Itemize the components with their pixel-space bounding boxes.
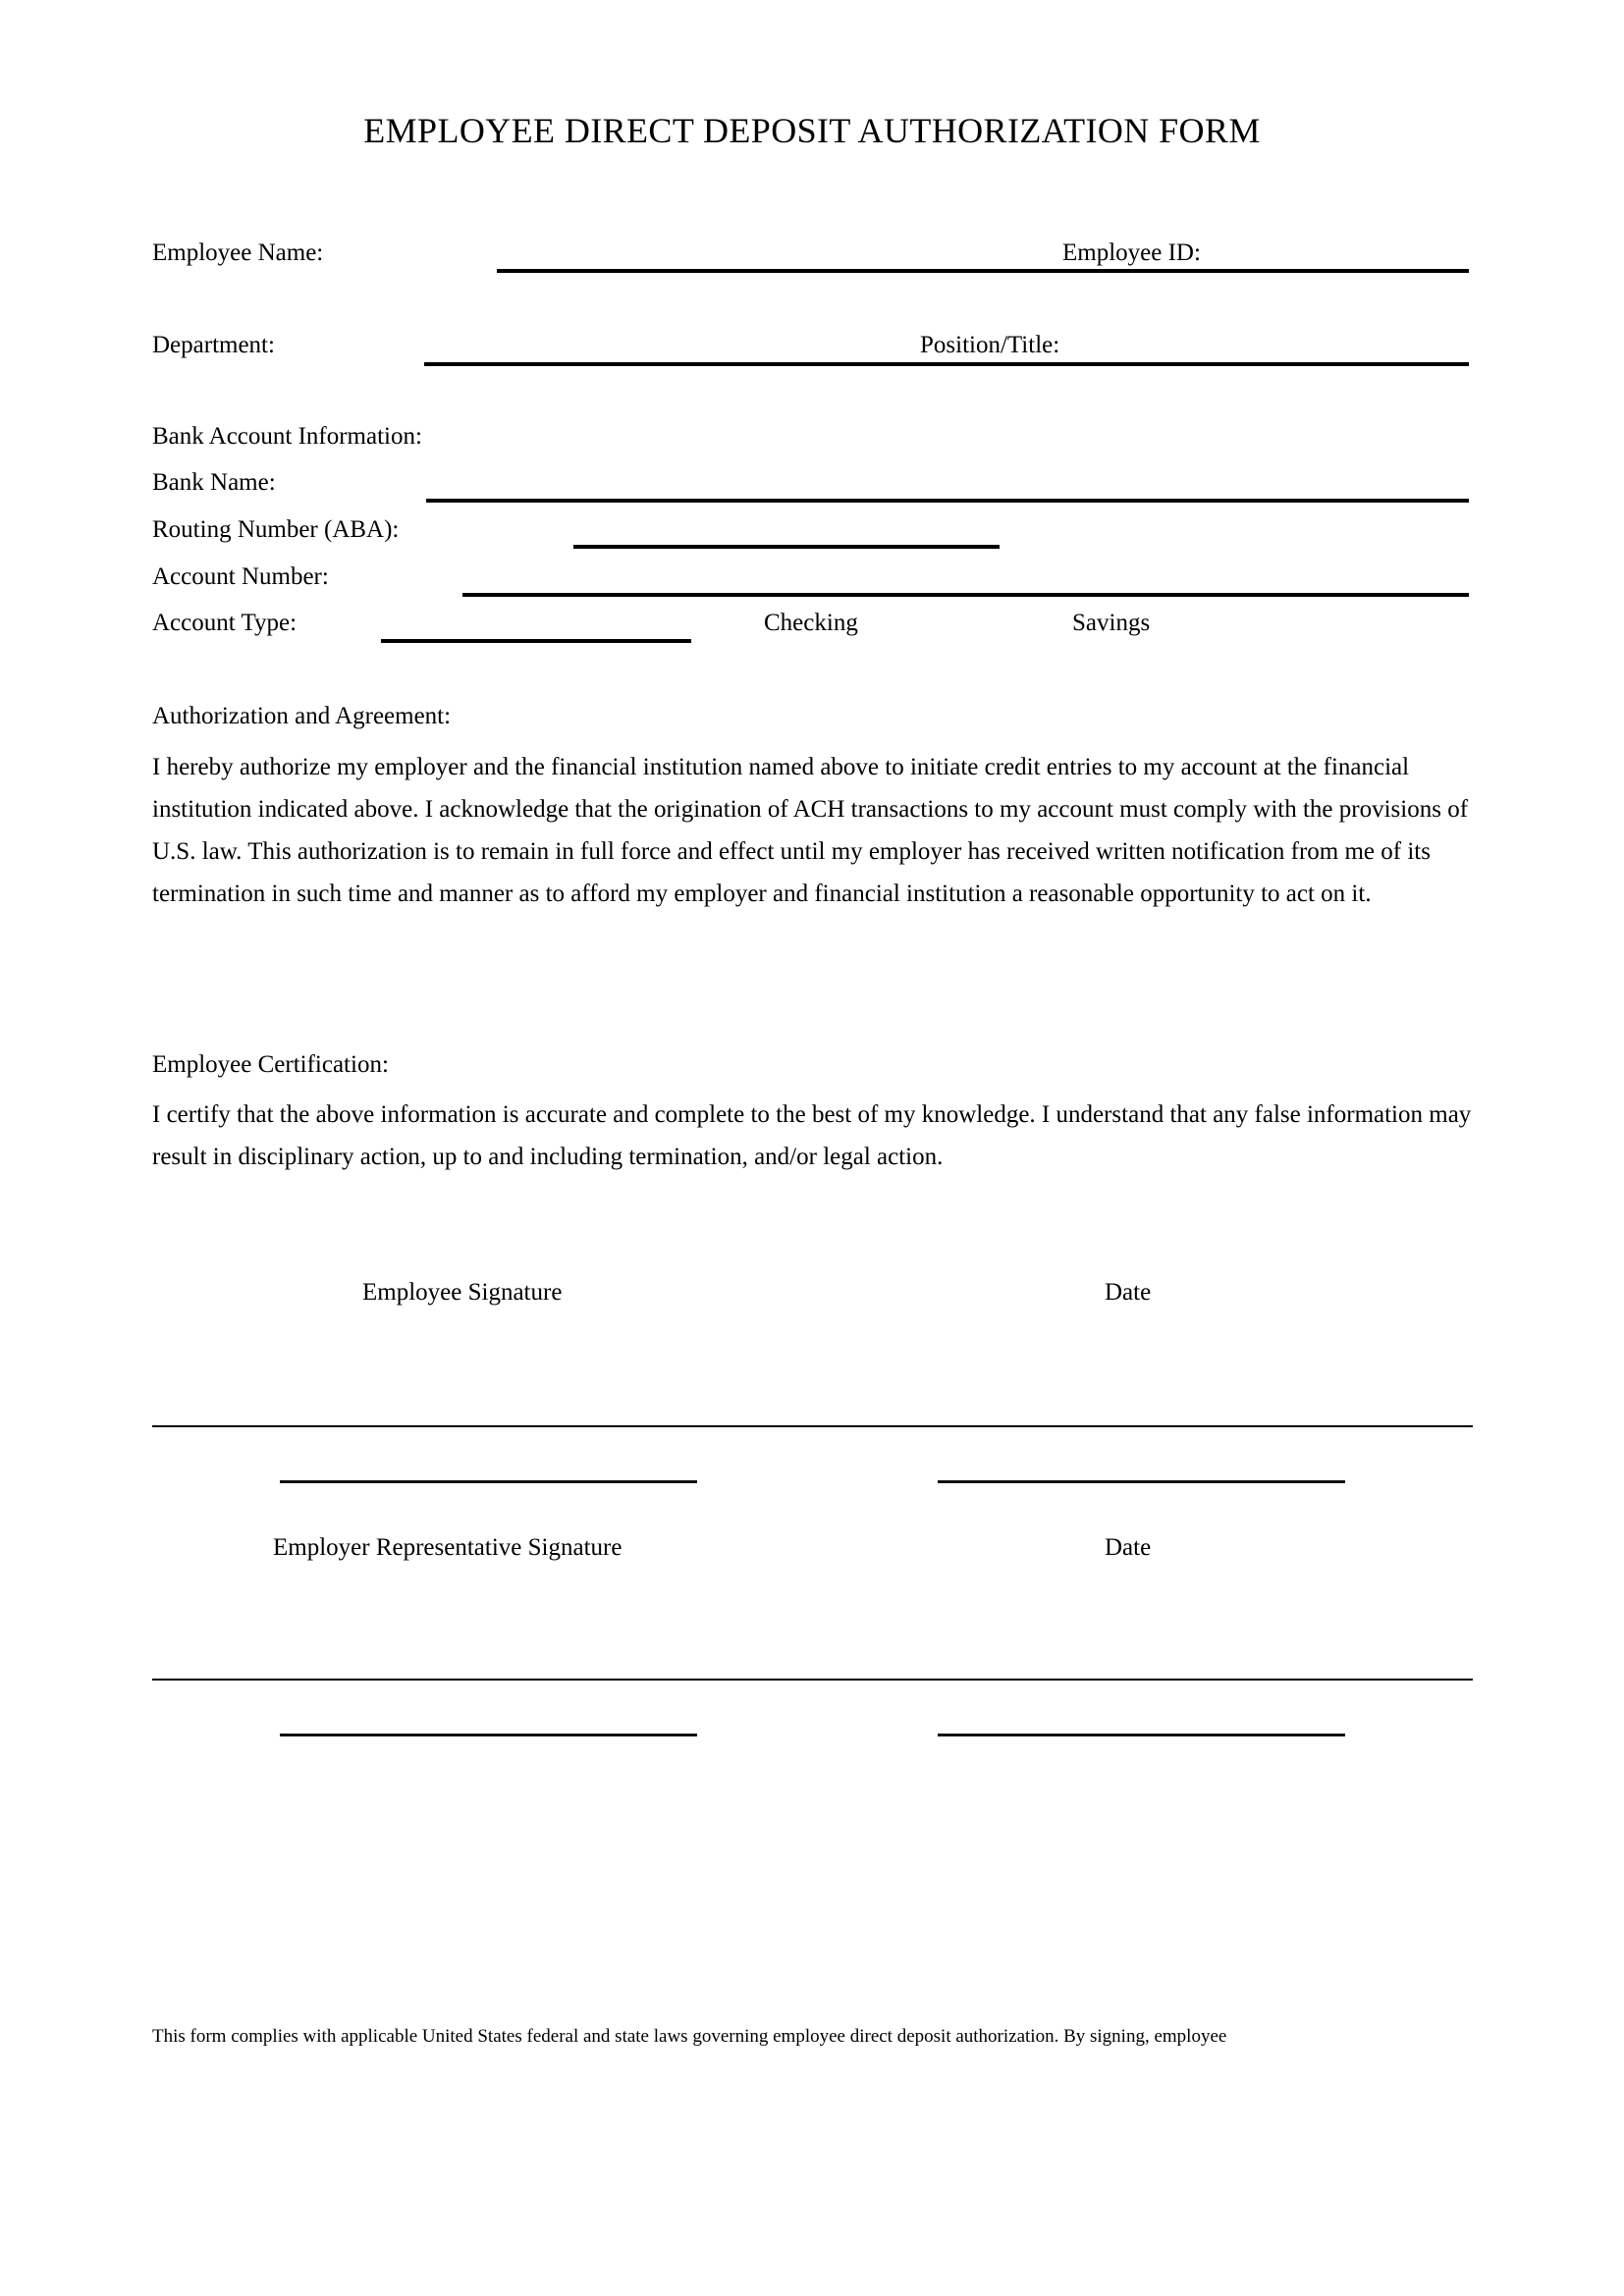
certification-heading: Employee Certification: bbox=[152, 1051, 389, 1078]
employee-signature-separator-rule bbox=[152, 1425, 1473, 1427]
employee-id-label: Employee ID: bbox=[1062, 240, 1201, 266]
employer-signature-line[interactable] bbox=[280, 1734, 697, 1736]
employee-signature-line[interactable] bbox=[280, 1480, 697, 1483]
department-position-input-line[interactable] bbox=[424, 362, 1469, 366]
employee-name-label: Employee Name: bbox=[152, 240, 324, 266]
employer-date-label: Date bbox=[1105, 1534, 1152, 1561]
footer-compliance-note: This form complies with applicable United States federal and state laws governing employee direct deposit authorization. By signing, employee bbox=[152, 2026, 1227, 2047]
account-number-input-line[interactable] bbox=[462, 593, 1469, 597]
account-type-option-savings[interactable]: Savings bbox=[1072, 610, 1151, 636]
certification-body-text: I certify that the above information is accurate and complete to the best of my knowledge. I understand that any false information may result in disciplinary action, up to and including termination, and/or legal action. bbox=[152, 1101, 1472, 1170]
routing-number-label: Routing Number (ABA): bbox=[152, 516, 400, 543]
employee-date-label: Date bbox=[1105, 1279, 1152, 1306]
employer-signature-date-line[interactable] bbox=[938, 1734, 1345, 1736]
bank-account-information-heading: Bank Account Information: bbox=[152, 423, 422, 450]
department-label: Department: bbox=[152, 332, 275, 358]
authorization-heading: Authorization and Agreement: bbox=[152, 703, 452, 729]
employer-signature-separator-rule bbox=[152, 1679, 1473, 1681]
employee-signature-date-line[interactable] bbox=[938, 1480, 1345, 1483]
employee-signature-label: Employee Signature bbox=[362, 1279, 563, 1306]
authorization-body-text: I hereby authorize my employer and the financial institution named above to initiate credit entries to my account at the financial institution indicated above. I acknowledge that the origination of ACH transactions to my account must comply with the provisions of U.S. law. This authorization is to remain in full force and effect until my employer has received written notification from me of its termination in such time and manner as to afford my employer and financial institution a reasonable opportunity to act on it. bbox=[152, 754, 1469, 907]
employer-signature-label: Employer Representative Signature bbox=[273, 1534, 623, 1561]
account-type-label: Account Type: bbox=[152, 610, 298, 636]
routing-number-input-line[interactable] bbox=[573, 545, 1000, 549]
account-type-option-checking[interactable]: Checking bbox=[764, 610, 858, 636]
bank-name-label: Bank Name: bbox=[152, 469, 276, 496]
employee-name-id-input-line[interactable] bbox=[497, 269, 1469, 273]
bank-name-input-line[interactable] bbox=[426, 499, 1469, 503]
account-type-input-line[interactable] bbox=[381, 639, 691, 643]
page-title: EMPLOYEE DIRECT DEPOSIT AUTHORIZATION FORM bbox=[363, 111, 1261, 150]
position-title-label: Position/Title: bbox=[920, 332, 1060, 358]
account-number-label: Account Number: bbox=[152, 563, 329, 590]
